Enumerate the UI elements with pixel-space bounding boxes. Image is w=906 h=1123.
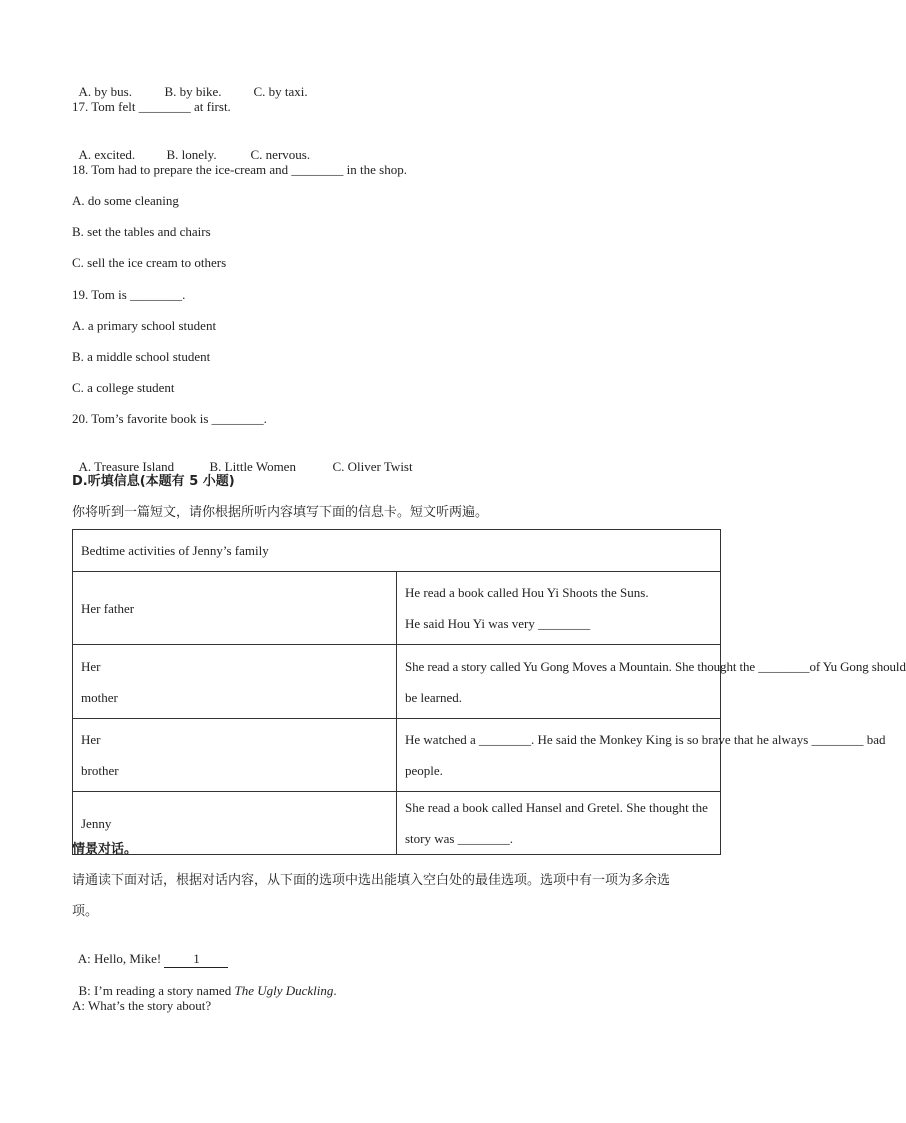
q20-option-b: B. Little Women (209, 459, 296, 474)
q19-option-c: C. a college student (72, 380, 175, 395)
q18-stem: 18. Tom had to prepare the ice-cream and ________ in the shop. (72, 162, 407, 177)
brother-line-1: He watched a ________. He said the Monkey King is so brave that he always ________ bad (405, 732, 886, 747)
q18-option-c: C. sell the ice cream to others (72, 255, 227, 270)
row-content-father (397, 572, 721, 645)
row-content-mother (397, 645, 906, 719)
q20-stem: 20. Tom’s favorite book is ________. (72, 411, 267, 426)
q20-options (72, 443, 413, 475)
table-header-row (73, 530, 721, 572)
row-label-jenny: Jenny (73, 792, 397, 855)
answer-blank-1[interactable]: 1 (164, 951, 228, 968)
q17-option-b: B. lonely. (166, 147, 217, 162)
row-label-father: Her father (73, 572, 397, 645)
brother-label-b: brother (81, 763, 119, 778)
dialogue-b1-end: . (333, 983, 337, 998)
dialogue-line-a1 (72, 935, 228, 968)
q17-option-c: C. nervous. (250, 147, 311, 162)
q19-option-b: B. a middle school student (72, 349, 211, 364)
table-row (73, 572, 721, 645)
row-label-mother (73, 645, 397, 719)
father-line-2: He said Hou Yi was very ________ (405, 616, 591, 631)
mother-line-2: be learned. (405, 689, 463, 705)
dialogue-instruction-2: 项。 (72, 904, 99, 919)
table-row (73, 719, 721, 792)
q17-option-a: A. excited. (78, 147, 136, 162)
q19-stem: 19. Tom is ________. (72, 287, 186, 302)
q16-option-b: B. by bike. (164, 84, 222, 99)
info-card-table (72, 529, 906, 855)
q16-option-c: C. by taxi. (253, 84, 308, 99)
brother-line-2: people. (405, 763, 443, 778)
section-d-title: D.听填信息(本题有 5 小题) (72, 474, 235, 489)
mother-label-b: mother (81, 689, 118, 705)
table-row (73, 645, 721, 719)
q18-option-a: A. do some cleaning (72, 193, 179, 208)
story-title: The Ugly Duckling (234, 983, 334, 998)
q17-options (72, 131, 310, 163)
table-header-cell: Bedtime activities of Jenny’s family (73, 530, 721, 572)
q20-option-c: C. Oliver Twist (332, 459, 413, 474)
dialogue-line-b1 (72, 967, 337, 999)
q17-stem: 17. Tom felt ________ at first. (72, 99, 231, 114)
q16-options (72, 68, 308, 100)
dialogue-line-a2: A: What’s the story about? (72, 998, 212, 1013)
mother-label-a: Her (81, 658, 101, 674)
row-content-jenny: She read a book called Hansel and Gretel. She thought the story was ________. (397, 792, 721, 855)
brother-label-a: Her (81, 732, 101, 747)
table-row (73, 792, 721, 855)
row-label-brother (73, 719, 397, 792)
section-d-instruction: 你将听到一篇短文，请你根据所听内容填写下面的信息卡。短文听两遍。 (72, 505, 489, 520)
q16-option-a: A. by bus. (78, 84, 132, 99)
row-content-brother (397, 719, 886, 792)
dialogue-b1-text: B: I’m reading a story named (78, 983, 235, 998)
q19-option-a: A. a primary school student (72, 318, 217, 333)
q18-option-b: B. set the tables and chairs (72, 224, 211, 239)
dialogue-a1-text: A: Hello, Mike! (77, 951, 162, 966)
mother-line-1: She read a story called Yu Gong Moves a Mountain. She thought the ________of Yu Gong should (405, 658, 906, 674)
father-line-1: He read a book called Hou Yi Shoots the Suns. (405, 585, 649, 600)
dialogue-instruction-1: 请通读下面对话，根据对话内容，从下面的选项中选出能填入空白处的最佳选项。选项中有一项为多余选 (72, 873, 671, 888)
q20-option-a: A. Treasure Island (78, 459, 175, 474)
dialogue-section-title: 情景对话。 (72, 842, 138, 857)
